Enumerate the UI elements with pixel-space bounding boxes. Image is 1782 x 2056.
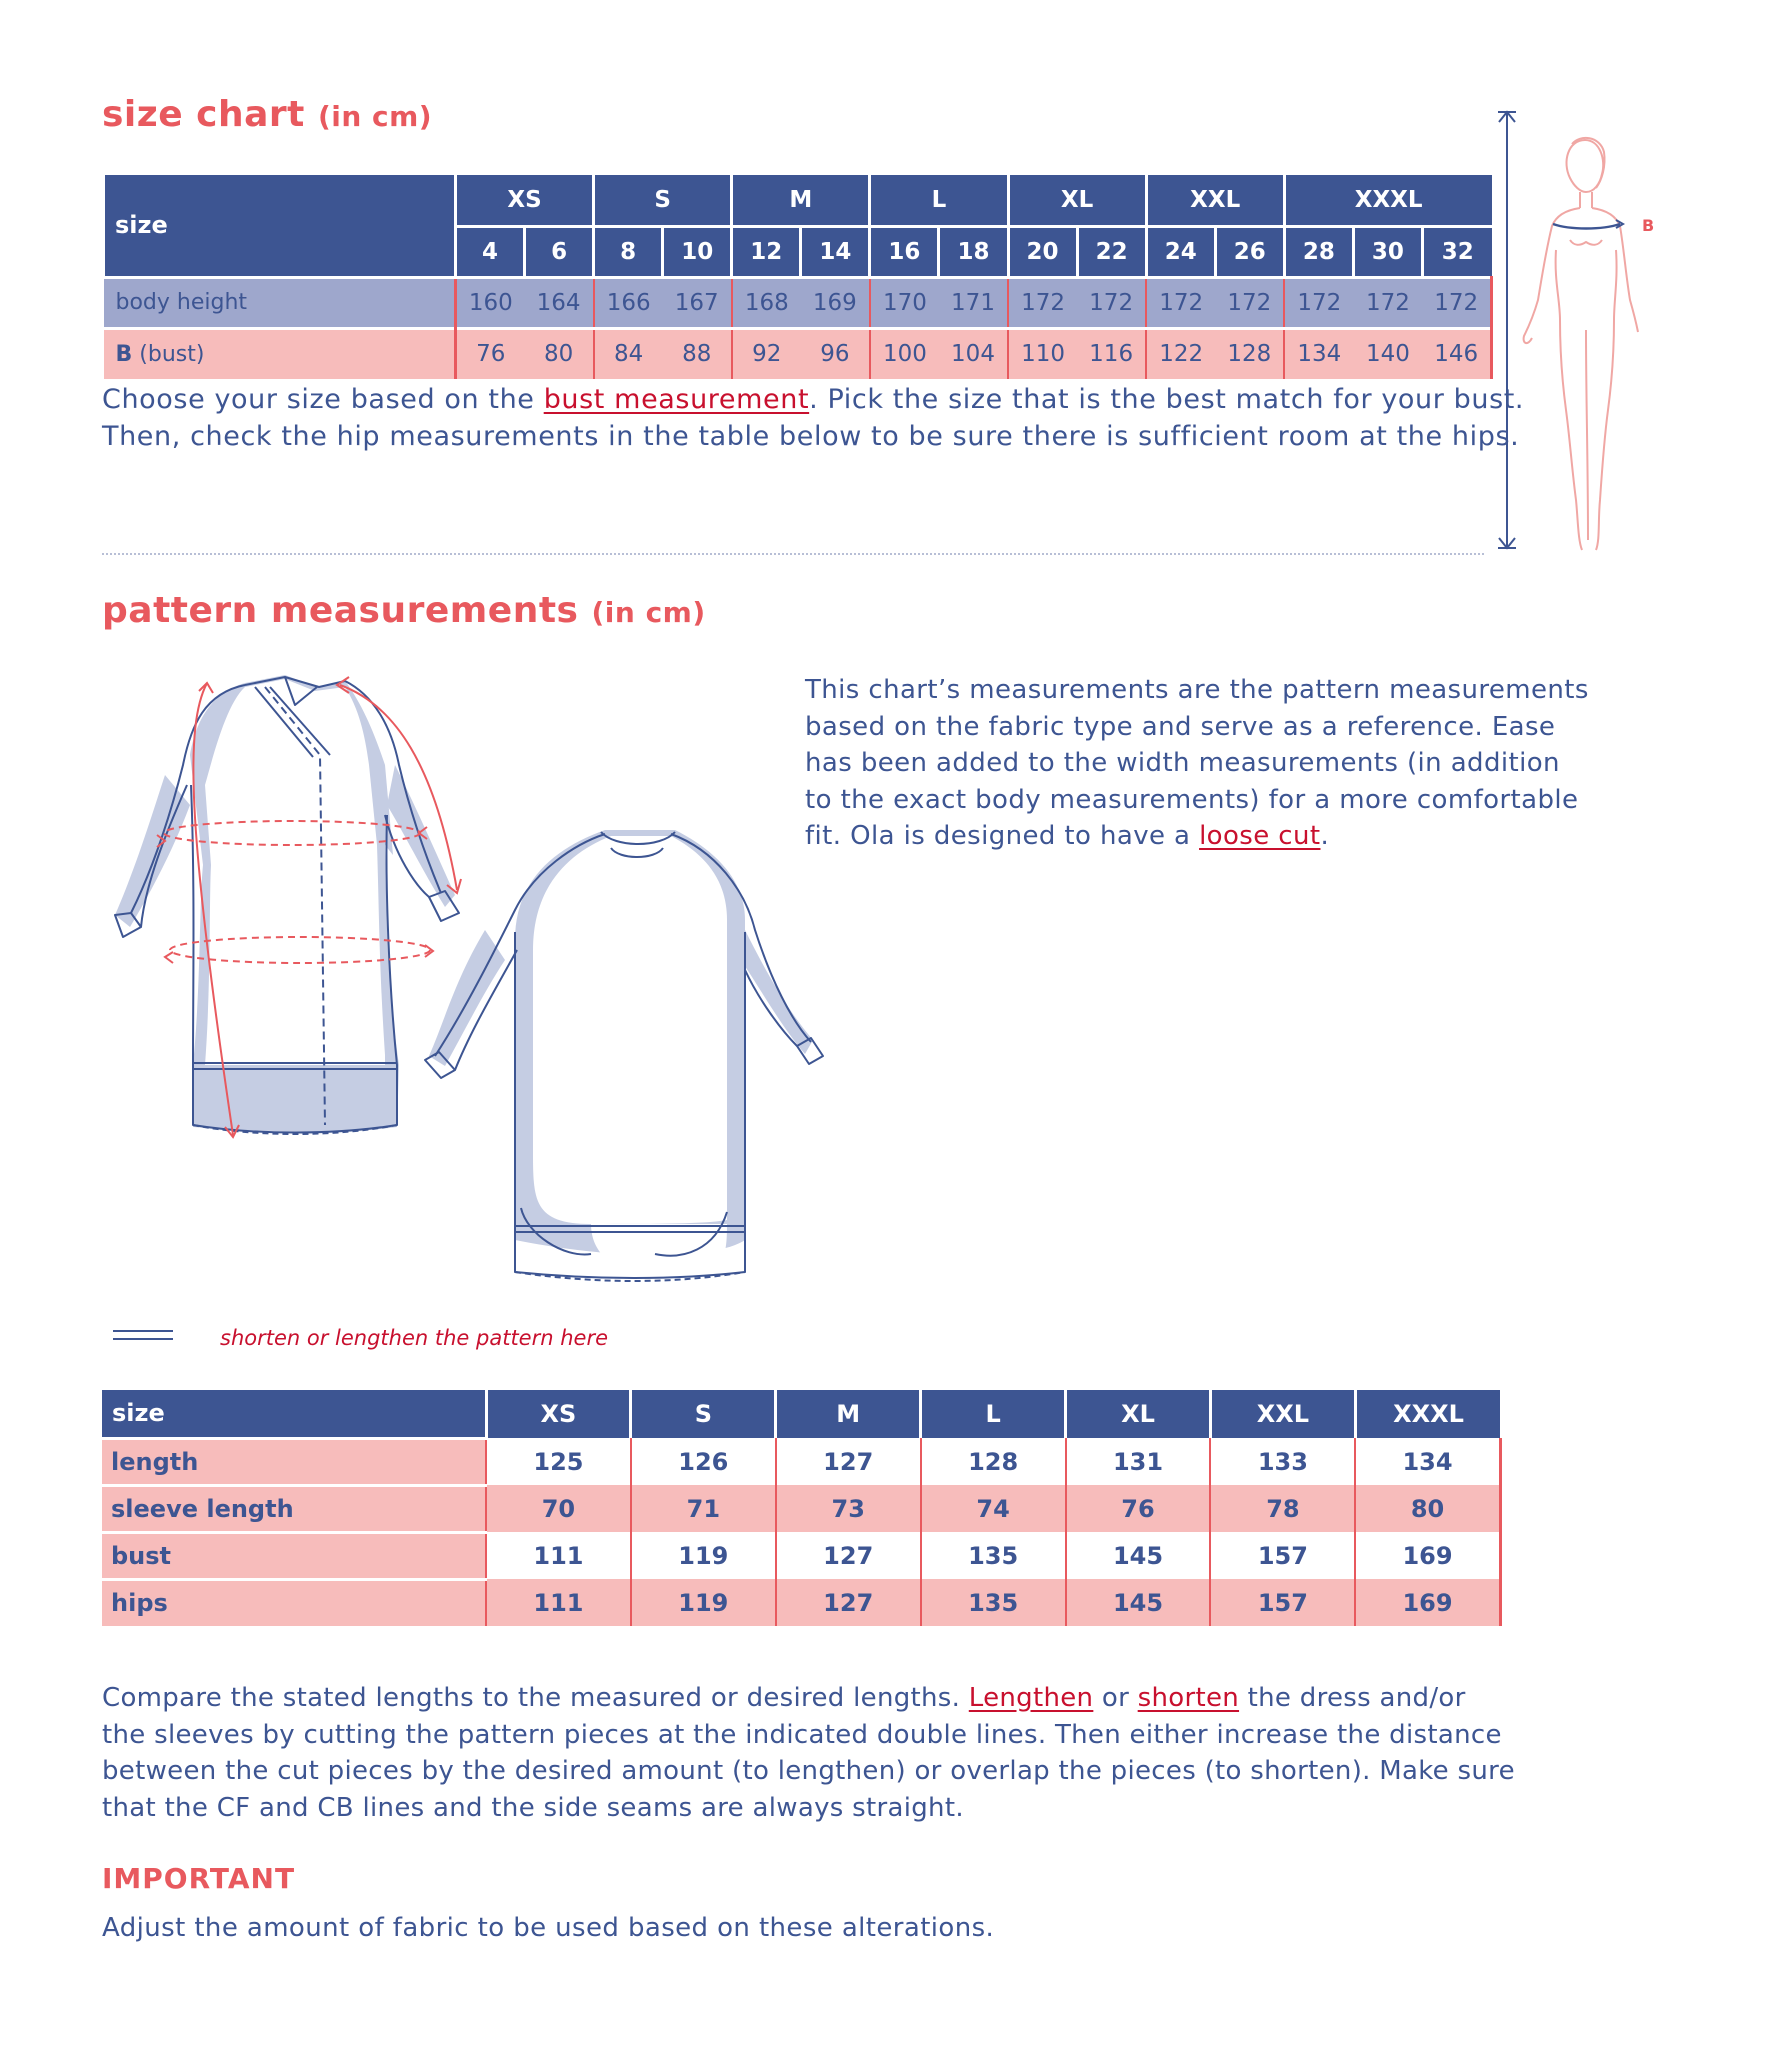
pattern-size: M — [776, 1390, 921, 1438]
pattern-cell: 78 — [1210, 1485, 1355, 1532]
pattern-cell: 127 — [776, 1532, 921, 1579]
bust-label — [104, 328, 456, 379]
desc-line: has been added to the width measurements (in addition — [805, 748, 1560, 778]
pattern-table — [102, 1390, 1502, 1626]
size-number: 16 — [870, 226, 939, 277]
pattern-cell: 70 — [486, 1485, 631, 1532]
pattern-cell: 128 — [921, 1438, 1066, 1485]
pattern-cell: 145 — [1066, 1579, 1211, 1626]
pattern-header-row — [102, 1390, 1500, 1438]
size-chart-title — [102, 94, 432, 135]
body-height-cell: 166 — [594, 277, 663, 328]
size-chart-title-text: size chart — [102, 94, 305, 135]
alt-text: between the cut pieces by the desired amount (to lengthen) or overlap the pieces (to shorten). Make sure — [102, 1756, 1515, 1786]
alt-text: that the CF and CB lines and the side seams are always straight. — [102, 1792, 964, 1823]
legend-text: shorten or lengthen the pattern here — [220, 1326, 608, 1350]
size-chart-title-unit: (in cm) — [317, 100, 433, 133]
size-number: 30 — [1353, 226, 1422, 277]
pattern-cell: 127 — [776, 1579, 921, 1626]
size-header: size — [104, 175, 456, 277]
pattern-row-label: bust — [102, 1532, 486, 1579]
pattern-row-label: length — [102, 1438, 486, 1485]
bust-row — [104, 328, 1492, 379]
alterations-text — [102, 1680, 1515, 1826]
pattern-cell: 71 — [631, 1485, 776, 1532]
size-group: XS — [456, 175, 594, 226]
size-group: XXXL — [1284, 175, 1491, 226]
pattern-cell: 119 — [631, 1579, 776, 1626]
pattern-cell: 80 — [1355, 1485, 1500, 1532]
pattern-title-unit: (in cm) — [591, 596, 706, 629]
bust-cell: 128 — [1215, 328, 1284, 379]
size-number: 10 — [663, 226, 732, 277]
pattern-cell: 111 — [486, 1579, 631, 1626]
pattern-cell: 73 — [776, 1485, 921, 1532]
pattern-row-label: sleeve length — [102, 1485, 486, 1532]
body-height-cell: 172 — [1077, 277, 1146, 328]
body-height-cell: 172 — [1146, 277, 1215, 328]
pattern-cell: 131 — [1066, 1438, 1211, 1485]
dress-back-illustration — [415, 820, 835, 1320]
pattern-cell: 119 — [631, 1532, 776, 1579]
body-height-cell: 160 — [456, 277, 525, 328]
pattern-cell: 74 — [921, 1485, 1066, 1532]
pattern-size-header: size — [102, 1390, 486, 1438]
pattern-row-bust — [102, 1532, 1500, 1579]
bust-cell: 84 — [594, 328, 663, 379]
bust-cell: 100 — [870, 328, 939, 379]
pattern-row-label: hips — [102, 1579, 486, 1626]
pattern-cell: 126 — [631, 1438, 776, 1485]
important-heading: IMPORTANT — [102, 1862, 296, 1895]
body-height-cell: 167 — [663, 277, 732, 328]
bust-cell: 122 — [1146, 328, 1215, 379]
bust-cell: 140 — [1353, 328, 1422, 379]
desc-line: based on the fabric type and serve as a reference. Ease — [805, 711, 1556, 742]
pattern-cell: 127 — [776, 1438, 921, 1485]
pattern-row-hips — [102, 1579, 1500, 1626]
size-group: L — [870, 175, 1008, 226]
size-number: 20 — [1008, 226, 1077, 277]
body-height-cell: 168 — [732, 277, 801, 328]
pattern-cell: 157 — [1210, 1532, 1355, 1579]
body-height-cell: 172 — [1008, 277, 1077, 328]
size-group: XL — [1008, 175, 1146, 226]
pattern-title — [102, 590, 706, 631]
pattern-size: L — [921, 1390, 1066, 1438]
alt-text: Compare the stated lengths to the measured or desired lengths. — [102, 1683, 969, 1713]
bust-label-b: B — [115, 341, 133, 367]
body-figure-illustration — [1490, 100, 1670, 560]
bust-cell: 146 — [1422, 328, 1491, 379]
size-number: 4 — [456, 226, 525, 277]
section-divider — [102, 553, 1484, 555]
body-height-cell: 172 — [1422, 277, 1491, 328]
body-height-cell: 172 — [1353, 277, 1422, 328]
pattern-cell: 135 — [921, 1579, 1066, 1626]
pattern-row-sleeve-length — [102, 1485, 1500, 1532]
size-group: XXL — [1146, 175, 1284, 226]
bust-cell: 88 — [663, 328, 732, 379]
bust-cell: 104 — [939, 328, 1008, 379]
size-instructions — [102, 382, 1524, 455]
size-number: 22 — [1077, 226, 1146, 277]
alt-text: the sleeves by cutting the pattern pieces at the indicated double lines. Then either increase the distance — [102, 1719, 1502, 1750]
alt-text: the dress and/or — [1239, 1683, 1466, 1713]
bust-cell: 116 — [1077, 328, 1146, 379]
bust-cell: 134 — [1284, 328, 1353, 379]
size-number: 18 — [939, 226, 1008, 277]
pattern-cell: 145 — [1066, 1532, 1211, 1579]
bust-cell: 80 — [525, 328, 594, 379]
body-height-cell: 170 — [870, 277, 939, 328]
bust-measurement-link[interactable]: bust measurement — [543, 384, 810, 415]
legend-double-line — [113, 1338, 173, 1340]
size-group-row — [104, 175, 1492, 226]
desc-line: to the exact body measurements) for a more comfortable — [805, 784, 1579, 815]
important-text: Adjust the amount of fabric to be used based on these alterations. — [102, 1913, 995, 1943]
pattern-title-text: pattern measurements — [102, 590, 579, 631]
size-number: 6 — [525, 226, 594, 277]
size-number: 28 — [1284, 226, 1353, 277]
lengthen-link[interactable]: Lengthen — [968, 1683, 1094, 1713]
desc-line: . — [1320, 821, 1330, 851]
bust-cell: 92 — [732, 328, 801, 379]
pattern-description — [805, 672, 1589, 855]
pattern-size: S — [631, 1390, 776, 1438]
pattern-row-length — [102, 1438, 1500, 1485]
desc-line: This chart’s measurements are the pattern measurements — [805, 675, 1589, 705]
body-height-cell: 164 — [525, 277, 594, 328]
size-group: M — [732, 175, 870, 226]
size-instr-text: . Pick the size that is the best match for your bust. — [809, 384, 1525, 415]
loose-cut-link[interactable]: loose cut — [1199, 821, 1321, 851]
pattern-cell: 135 — [921, 1532, 1066, 1579]
size-instr-text: Choose your size based on the — [102, 384, 544, 415]
bust-cell: 96 — [801, 328, 870, 379]
body-height-cell: 171 — [939, 277, 1008, 328]
bust-cell: 110 — [1008, 328, 1077, 379]
size-number: 24 — [1146, 226, 1215, 277]
pattern-size: XXXL — [1355, 1390, 1500, 1438]
desc-line: fit. Ola is designed to have a — [805, 821, 1200, 851]
pattern-cell: 111 — [486, 1532, 631, 1579]
size-number: 8 — [594, 226, 663, 277]
pattern-cell: 133 — [1210, 1438, 1355, 1485]
pattern-size: XXL — [1210, 1390, 1355, 1438]
pattern-cell: 169 — [1355, 1579, 1500, 1626]
pattern-cell: 134 — [1355, 1438, 1500, 1485]
pattern-size: XS — [486, 1390, 631, 1438]
body-height-cell: 172 — [1284, 277, 1353, 328]
body-height-cell: 169 — [801, 277, 870, 328]
body-height-label: body height — [104, 277, 456, 328]
size-number: 14 — [801, 226, 870, 277]
pattern-size: XL — [1066, 1390, 1211, 1438]
legend-double-line — [113, 1330, 173, 1332]
size-instr-text: Then, check the hip measurements in the table below to be sure there is sufficient room at the hips. — [102, 420, 1520, 452]
pattern-cell: 76 — [1066, 1485, 1211, 1532]
pattern-cell: 157 — [1210, 1579, 1355, 1626]
shorten-link[interactable]: shorten — [1137, 1683, 1240, 1713]
size-group: S — [594, 175, 732, 226]
size-number: 26 — [1215, 226, 1284, 277]
alt-text: or — [1093, 1683, 1138, 1713]
pattern-cell: 125 — [486, 1438, 631, 1485]
pattern-cell: 169 — [1355, 1532, 1500, 1579]
bust-label-rest: (bust) — [139, 341, 205, 367]
body-height-row — [104, 277, 1492, 328]
size-number: 12 — [732, 226, 801, 277]
size-number: 32 — [1422, 226, 1491, 277]
figure-b-label: B — [1642, 216, 1655, 235]
size-chart-table — [102, 175, 1493, 379]
bust-cell: 76 — [456, 328, 525, 379]
body-height-cell: 172 — [1215, 277, 1284, 328]
